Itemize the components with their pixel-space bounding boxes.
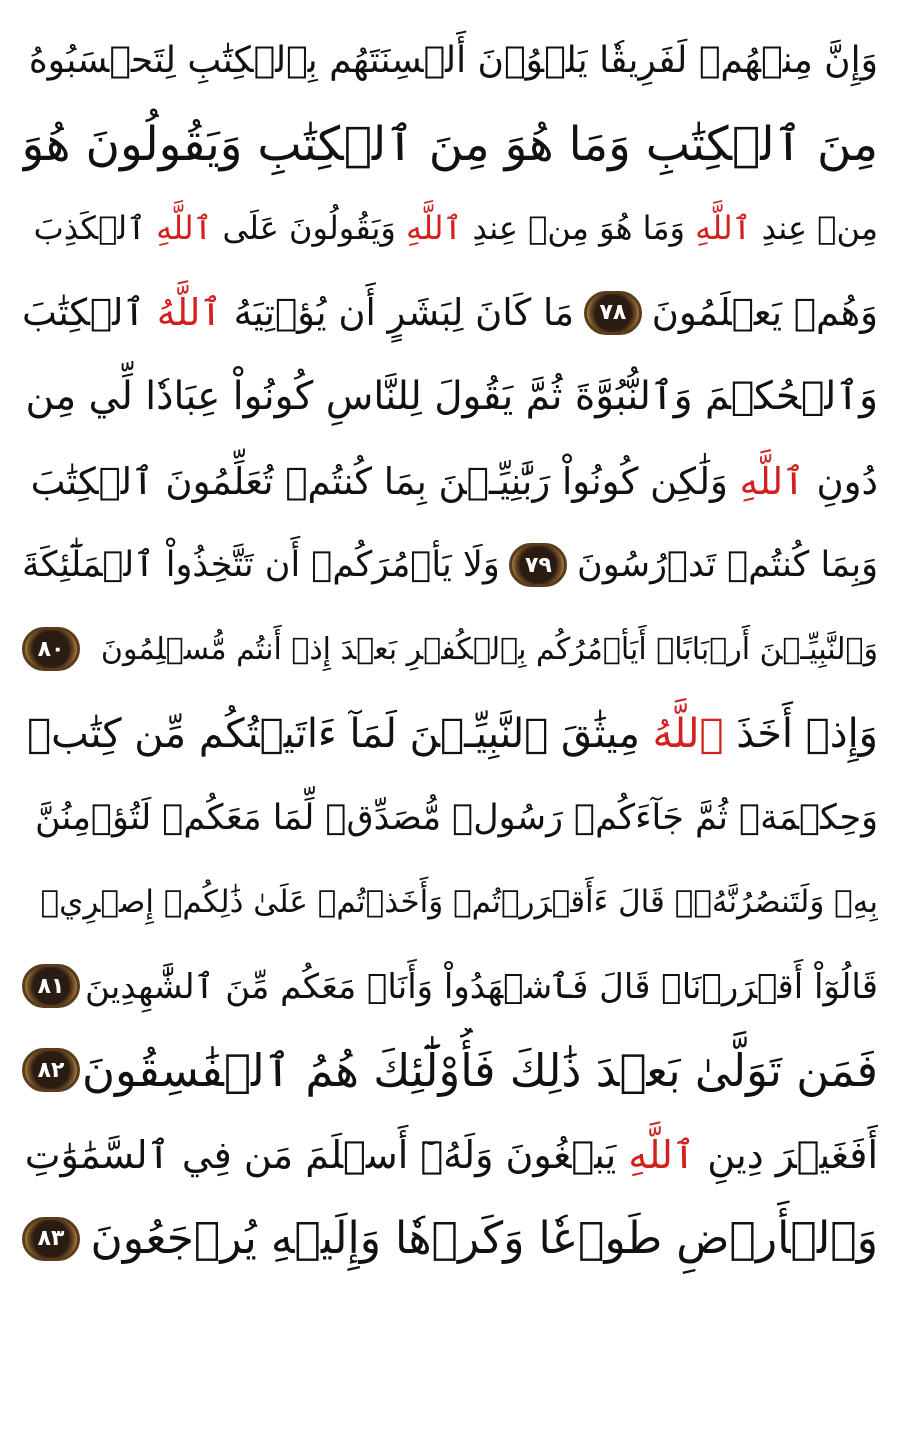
divine-name: ٱللَّهِ <box>156 209 213 248</box>
line-14-text <box>25 1133 878 1177</box>
divine-name: ٱللَّهُ <box>156 291 222 335</box>
text-line-7 <box>22 523 878 607</box>
verse-end-marker-icon: ٨٢ <box>22 1048 80 1092</box>
text-line-10 <box>22 776 878 860</box>
text-line-13 <box>22 1028 878 1112</box>
line-2-text: مِنَ ٱلۡكِتَٰبِ وَمَا هُوَ مِنَ ٱلۡكِتَٰبِ وَيَقُولُونَ هُوَ <box>22 116 878 172</box>
line-4-part-2 <box>22 291 574 334</box>
text-line-3 <box>22 186 878 270</box>
line-6-part-2: وَلَٰكِن كُونُواْ رَبَّٰنِيِّـۧنَ بِمَا كُنتُمۡ تُعَلِّمُونَ ٱلۡكِتَٰبَ <box>30 459 740 503</box>
line-3-part-4: ٱلۡكَذِبَ <box>33 209 157 248</box>
line-6-text <box>31 460 878 503</box>
line-14-part-1: أَفَغَيۡرَ دِينِ <box>695 1132 878 1177</box>
text-line-4 <box>22 271 878 355</box>
divine-name: ٱللَّهُ <box>652 710 724 757</box>
divine-name: ٱللَّهِ <box>739 459 805 503</box>
verse-end-marker-icon: ٧٩ <box>509 543 567 587</box>
line-9-text <box>27 711 878 757</box>
verse-end-marker-icon: ٧٨ <box>584 291 642 335</box>
text-line-15 <box>22 1197 878 1281</box>
line-13-text: فَمَن تَوَلَّىٰ بَعۡدَ ذَٰلِكَ فَأُوْلَٰٓئِكَ هُمُ ٱلۡفَٰسِقُونَ <box>81 1043 878 1097</box>
line-4-tail: ٱلۡكِتَٰبَ <box>22 291 157 335</box>
line-3-text <box>34 209 878 247</box>
text-line-14 <box>22 1112 878 1196</box>
line-1-text: وَإِنَّ مِنۡهُمۡ لَفَرِيقٗا يَلۡوُۥنَ أَلۡسِنَتَهُم بِٱلۡكِتَٰبِ لِتَحۡسَبُوهُ <box>28 39 878 81</box>
line-15-text: وَٱلۡأَرۡضِ طَوۡعٗا وَكَرۡهٗا وَإِلَيۡهِ يُرۡجَعُونَ <box>90 1213 878 1265</box>
verse-end-marker-icon: ٨١ <box>22 964 80 1008</box>
text-line-8 <box>22 607 878 691</box>
verse-end-marker-icon: ٨٣ <box>22 1217 80 1261</box>
text-line-2 <box>22 102 878 186</box>
divine-name: ٱللَّهِ <box>406 209 463 248</box>
line-6-part-1: دُونِ <box>804 459 878 503</box>
divine-name: ٱللَّهِ <box>695 209 752 248</box>
divine-name: ٱللَّهِ <box>628 1132 696 1177</box>
line-8-text: وَٱلنَّبِيِّـۧنَ أَرۡبَابًاۗ أَيَأۡمُرُكُم بِٱلۡكُفۡرِ بَعۡدَ إِذۡ أَنتُم مُّسۡلِمُونَ <box>100 631 878 667</box>
text-line-5 <box>22 355 878 439</box>
verse-end-marker-icon: ٨٠ <box>22 627 80 671</box>
line-3-part-2: وَمَا هُوَ مِنۡ عِندِ <box>462 209 696 248</box>
text-line-9 <box>22 692 878 776</box>
line-7-part-2: وَلَا يَأۡمُرَكُمۡ أَن تَتَّخِذُواْ ٱلۡمَلَٰٓئِكَةَ <box>22 545 500 586</box>
line-9-part-2: مِيثَٰقَ ٱلنَّبِيِّـۧنَ لَمَآ ءَاتَيۡتُكُم مِّن كِتَٰبٖ <box>27 710 653 757</box>
line-3-part-1: مِنۡ عِندِ <box>751 209 878 248</box>
line-4-text: مَا كَانَ لِبَشَرٍ أَن يُؤۡتِيَهُ <box>221 291 575 335</box>
line-7-part-1: وَبِمَا كُنتُمۡ تَدۡرُسُونَ <box>576 545 878 586</box>
text-line-1 <box>22 18 878 102</box>
text-line-6 <box>22 439 878 523</box>
line-9-part-1: وَإِذۡ أَخَذَ <box>723 710 878 757</box>
line-3-part-3: وَيَقُولُونَ عَلَى <box>212 209 407 248</box>
line-5-text: وَٱلۡحُكۡمَ وَٱلنُّبُوَّةَ ثُمَّ يَقُولَ لِلنَّاسِ كُونُواْ عِبَادٗا لِّي مِن <box>25 374 878 420</box>
line-10-text: وَحِكۡمَةٖ ثُمَّ جَآءَكُمۡ رَسُولٞ مُّصَدِّقٞ لِّمَا مَعَكُمۡ لَتُؤۡمِنُنَّ <box>35 797 878 838</box>
text-line-12 <box>22 944 878 1028</box>
text-line-11 <box>22 860 878 944</box>
line-4-part-1: وَهُمۡ يَعۡلَمُونَ <box>651 291 878 335</box>
line-12-text: قَالُوٓاْ أَقۡرَرۡنَاۚ قَالَ فَٱشۡهَدُواْ وَأَنَا۠ مَعَكُم مِّنَ ٱلشَّٰهِدِينَ <box>85 966 878 1007</box>
line-11-text: بِهِۦ وَلَتَنصُرُنَّهُۥۚ قَالَ ءَأَقۡرَرۡتُمۡ وَأَخَذۡتُمۡ عَلَىٰ ذَٰلِكُمۡ إِصۡرِيۖ <box>40 883 878 920</box>
line-14-part-2: يَبۡغُونَ وَلَهُۥٓ أَسۡلَمَ مَن فِي ٱلسَّمَٰوَٰتِ <box>24 1132 629 1177</box>
